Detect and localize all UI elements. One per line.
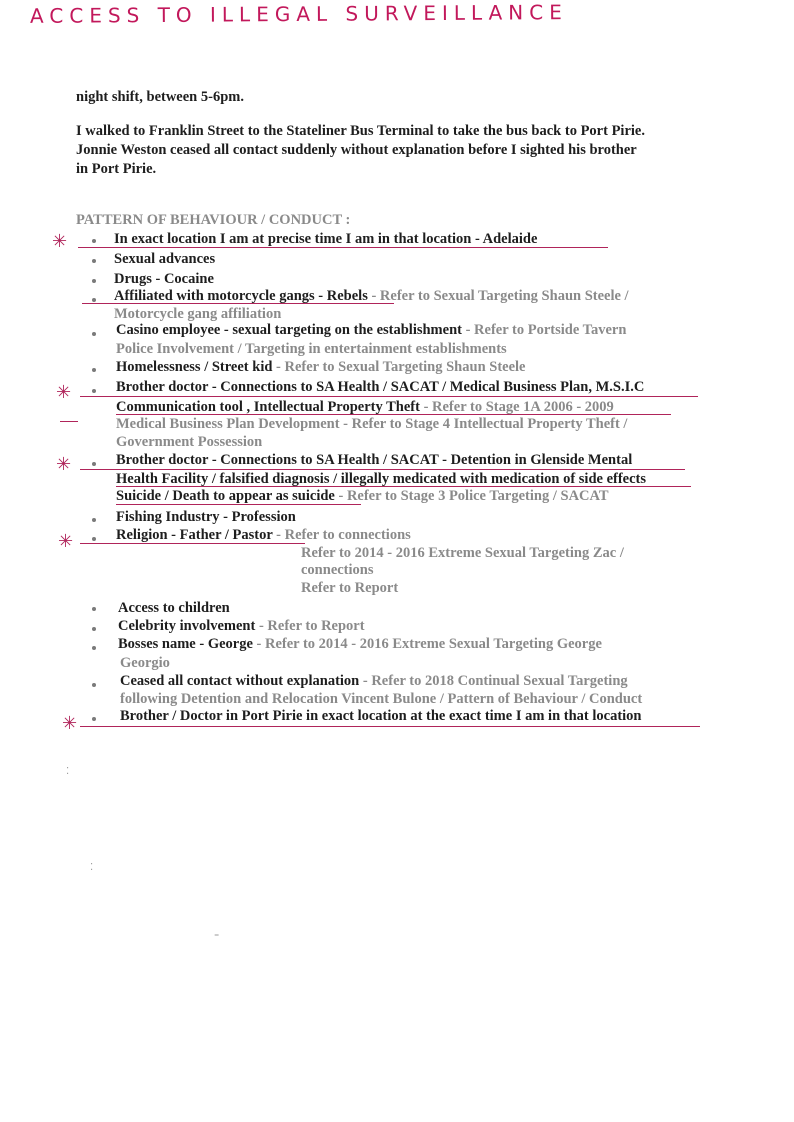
handwritten-mark <box>60 421 78 422</box>
handwritten-underline <box>82 303 394 304</box>
scan-speck: ⁚ <box>66 766 70 777</box>
bullet <box>92 683 96 687</box>
intro-paragraph-line: I walked to Franklin Street to the Stateliner Bus Terminal to take the bus back to Port Pirie. <box>76 123 645 139</box>
list-item-continuation: Medical Business Plan Development - Refer to Stage 4 Intellectual Property Theft / <box>116 416 628 432</box>
bullet <box>92 537 96 541</box>
list-item: Brother doctor - Connections to SA Health / SACAT - Detention in Glenside Mental <box>116 452 633 468</box>
scan-speck: ⁚ <box>90 862 94 873</box>
handwritten-title: ACCESS TO ILLEGAL SURVEILLANCE <box>29 0 568 28</box>
handwritten-asterisk-icon: ✳ <box>52 231 68 252</box>
handwritten-underline <box>80 543 305 544</box>
list-item: Sexual advances <box>114 251 216 267</box>
bullet <box>92 627 96 631</box>
list-item: Brother / Doctor in Port Pirie in exact location at the exact time I am in that location <box>120 708 642 724</box>
handwritten-underline <box>116 504 361 505</box>
handwritten-asterisk-icon: ✳ <box>62 713 78 734</box>
list-item-continuation: Refer to Report <box>301 580 399 596</box>
scan-speck: ⁼ <box>214 932 220 943</box>
handwritten-asterisk-icon: ✳ <box>56 382 72 403</box>
list-item: Casino employee - sexual targeting on the establishment - Refer to Portside Tavern <box>116 322 627 338</box>
handwritten-underline <box>116 486 691 487</box>
bullet <box>92 646 96 650</box>
handwritten-underline <box>116 414 671 415</box>
handwritten-underline <box>80 396 698 397</box>
handwritten-underline <box>80 469 685 470</box>
list-item: Affiliated with motorcycle gangs - Rebels - Refer to Sexual Targeting Shaun Steele / <box>114 288 629 304</box>
list-item: Drugs - Cocaine <box>114 271 214 287</box>
list-item: Bosses name - George - Refer to 2014 - 2016 Extreme Sexual Targeting George <box>118 636 602 652</box>
intro-paragraph-line: Jonnie Weston ceased all contact suddenly without explanation before I sighted his brother <box>76 142 637 158</box>
list-item: Fishing Industry - Profession <box>116 509 296 525</box>
bullet <box>92 239 96 243</box>
list-item: Brother doctor - Connections to SA Health / SACAT / Medical Business Plan, M.S.I.C <box>116 379 645 395</box>
bullet <box>92 279 96 283</box>
list-item-continuation: Suicide / Death to appear as suicide - Refer to Stage 3 Police Targeting / SACAT <box>116 488 609 504</box>
bullet <box>92 332 96 336</box>
bullet <box>92 607 96 611</box>
intro-line: night shift, between 5-6pm. <box>76 89 244 105</box>
bullet <box>92 462 96 466</box>
list-item-continuation: Police Involvement / Targeting in entertainment establishments <box>116 341 507 357</box>
list-item-continuation: Refer to 2014 - 2016 Extreme Sexual Targeting Zac / <box>301 545 624 561</box>
handwritten-asterisk-icon: ✳ <box>56 454 72 475</box>
list-item-continuation: Georgio <box>120 655 170 671</box>
bullet <box>92 259 96 263</box>
list-item-continuation: Health Facility / falsified diagnosis / illegally medicated with medication of side effects <box>116 471 647 487</box>
list-item-continuation: connections <box>301 562 374 578</box>
list-item: In exact location I am at precise time I am in that location - Adelaide <box>114 231 538 247</box>
section-heading: PATTERN OF BEHAVIOUR / CONDUCT : <box>76 212 351 228</box>
list-item-continuation: Government Possession <box>116 434 263 450</box>
handwritten-underline <box>78 247 608 248</box>
list-item: Ceased all contact without explanation - Refer to 2018 Continual Sexual Targeting <box>120 673 628 689</box>
bullet <box>92 717 96 721</box>
handwritten-underline <box>80 726 700 727</box>
list-item-continuation: Motorcycle gang affiliation <box>114 306 282 322</box>
list-item-continuation: Communication tool , Intellectual Property Theft - Refer to Stage 1A 2006 - 2009 <box>116 399 614 415</box>
bullet <box>92 298 96 302</box>
list-item: Access to children <box>118 600 230 616</box>
bullet <box>92 368 96 372</box>
list-item-continuation: following Detention and Relocation Vincent Bulone / Pattern of Behaviour / Conduct <box>120 691 643 707</box>
list-item: Celebrity involvement - Refer to Report <box>118 618 365 634</box>
bullet <box>92 518 96 522</box>
bullet <box>92 389 96 393</box>
list-item: Religion - Father / Pastor - Refer to connections <box>116 527 411 543</box>
list-item: Homelessness / Street kid - Refer to Sexual Targeting Shaun Steele <box>116 359 526 375</box>
handwritten-asterisk-icon: ✳ <box>58 531 74 552</box>
intro-paragraph-line: in Port Pirie. <box>76 161 157 177</box>
